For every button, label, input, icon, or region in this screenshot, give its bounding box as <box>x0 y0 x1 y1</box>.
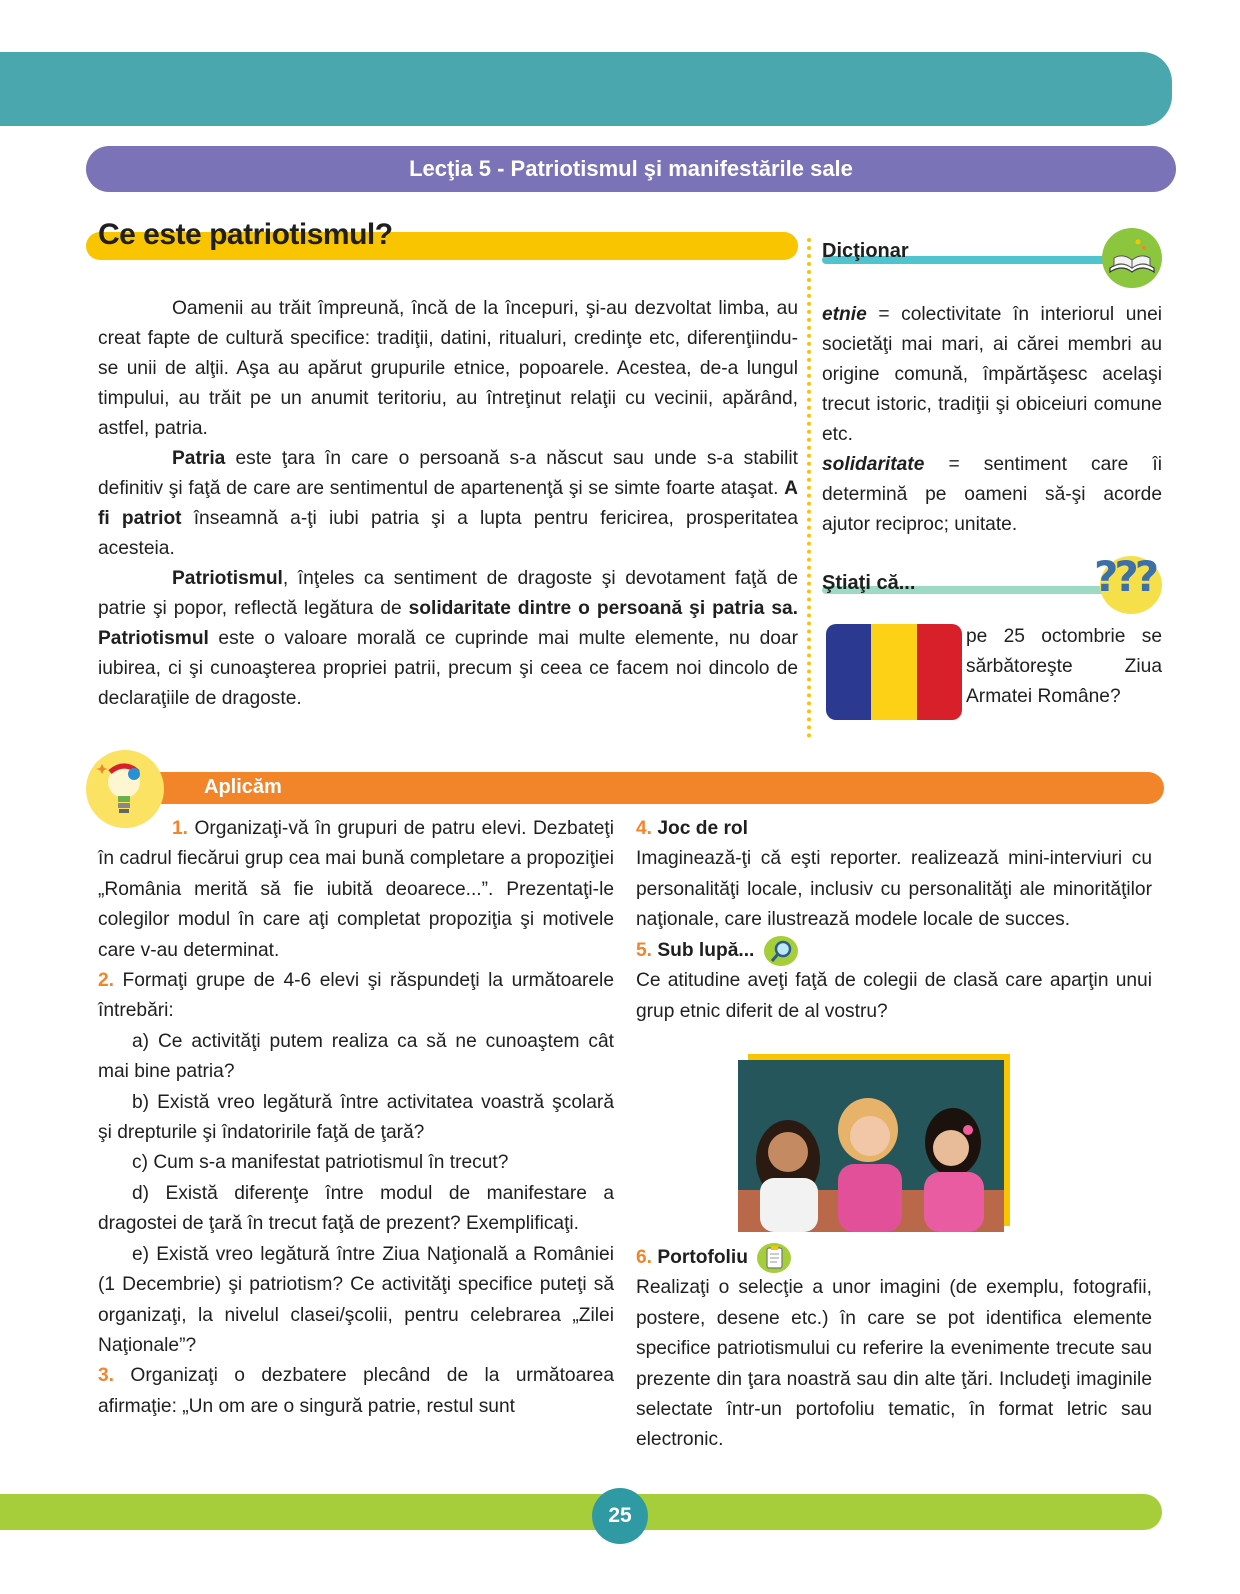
children-photo <box>738 1060 1004 1232</box>
dictionary-body <box>822 300 1162 540</box>
main-paragraph-3: Patriotismul, înţeles ca sentiment de dragoste şi devotament faţă de patrie şi popor, reflectă legătura de solidaritate dintre o persoană şi patria sa. Patriotismul este o valoare morală ce cuprinde mai multe elemente, nu doar iubirea, ci şi cunoaşterea propriei patrii, precum şi ceea ce facem noi dincolo de declaraţiile de dragoste. <box>98 568 798 709</box>
exercise-5-heading: 5. Sub lupă... <box>636 936 1152 966</box>
stiati-text: pe 25 octombrie se sărbătoreşte Ziua Armatei Române? <box>966 626 1162 707</box>
exercise-2e: e) Există vreo legătură între Ziua Naţională a României (1 Decembrie) şi patriotism? Ce activităţi specifice puteţi să organizaţi, la nivelul clasei/şcolii, pentru celebrarea „Zilei Naţionale”? <box>98 1243 614 1356</box>
exercise-5-text: Ce atitudine aveţi faţă de colegii de clasă care aparţin unui grup etnic diferit de al vostru? <box>636 970 1152 1022</box>
main-text <box>98 294 798 714</box>
exercise-4-text: Imaginează-ţi că eşti reporter. realizează mini-interviuri cu personalităţi locale, inclusiv cu personalităţi ale minorităţilor naţionale, care ilustrează modele locale de succes. <box>636 848 1152 931</box>
exercise-2d: d) Există diferenţe între modul de manifestare a dragostei de ţară în trecut faţă de prezent? Exemplificaţi. <box>98 1182 614 1235</box>
exercise-2a: a) Ce activităţi putem realiza ca să ne cunoaştem cât mai bine patria? <box>98 1030 614 1083</box>
exercise-4-heading: 4. Joc de rol <box>636 818 748 839</box>
exercise-6-text: Realizaţi o selecţie a unor imagini (de exemplu, fotografii, postere, desene etc.) în care se pot identifica elemente specifice patriotismului cu referire la evenimente trecute sau prezente din ţara noastră sau din alte ţări. Includeţi imaginile selectate într-un portofoliu tematic, în format letric sau electronic. <box>636 1277 1152 1451</box>
flag-stripe-blue <box>826 624 871 720</box>
clipboard-icon <box>757 1243 791 1273</box>
page-number: 25 <box>592 1488 648 1544</box>
romania-flag-icon <box>826 624 962 720</box>
main-paragraph-1: Oamenii au trăit împreună, încă de la începuri, şi-au dezvoltat limba, au creat fapte de cultură specifice: tradiţii, datini, ritualuri, credinţe etc, diferenţiindu-se unii de alţii. Aşa au apărut grupurile etnice, popoarele. Acestea, de-a lungul timpului, au trăit pe un anumit teritoriu, au întreţinut relaţii cu vecinii, apărând, astfel, patria. <box>98 298 798 439</box>
exercise-2b: b) Există vreo legătură între activitatea voastră şcolară şi drepturile şi îndatoririle faţă de ţară? <box>98 1091 614 1144</box>
exercise-2c: c) Cum s-a manifestat patriotismul în trecut? <box>132 1152 509 1174</box>
bottom-footer-band <box>0 1494 1162 1530</box>
flag-stripe-red <box>917 624 962 720</box>
top-header-band <box>0 52 1172 126</box>
dictionary-entry-solidaritate: solidaritate = sentiment care îi determină pe oameni să-şi acorde ajutor reciproc; unitate. <box>822 454 1162 535</box>
lesson-title: Lecţia 5 - Patriotismul şi manifestările sale <box>409 156 853 181</box>
exercises-left-column <box>98 814 614 1422</box>
exercise-3: 3. Organizaţi o dezbatere plecând de la următoarea afirmaţie: „Un om are o singură patrie, restul sunt <box>98 1365 614 1417</box>
section-title-block <box>86 216 798 266</box>
main-paragraph-2: Patria este ţara în care o persoană s-a născut sau unde s-a stabilit definitiv şi faţă de care are sentimentul de apartenenţă şi se simte foarte ataşat. A fi patriot înseamnă a-ţi iubi patria şi a lupta pentru fericirea, prosperitatea acesteia. <box>98 448 799 559</box>
book-icon <box>1102 228 1162 288</box>
exercise-6-heading: 6. Portofoliu <box>636 1243 1152 1273</box>
column-divider <box>807 238 811 738</box>
question-marks-icon: ??? <box>1094 552 1156 601</box>
dictionary-entry-etnie: etnie = colectivitate în interiorul unei societăţi mai mari, ai cărei membri au origine comună, împărtăşesc acelaşi trecut istoric, tradiţii şi obiceiuri comune etc. <box>822 304 1162 445</box>
dictionary-title: Dicţionar <box>822 240 909 262</box>
lesson-title-bar <box>86 146 1176 192</box>
aplicam-title: Aplicăm <box>204 776 282 798</box>
exercise-1: 1. Organizaţi-vă în grupuri de patru elevi. Dezbateţi în cadrul fiecărui grup cea mai bună completare a propoziţiei „România merită să fie iubită deoarece...”. Prezentaţi-le colegilor modul în care aţi completat propoziţia şi motivele care v-au determinat. <box>98 818 614 961</box>
stiati-title: Ştiaţi că... <box>822 572 916 594</box>
section-title: Ce este patriotismul? <box>98 218 393 251</box>
flag-stripe-yellow <box>871 624 916 720</box>
exercise-2: 2. Formaţi grupe de 4-6 elevi şi răspundeţi la următoarele întrebări: <box>98 970 614 1022</box>
magnifier-icon <box>764 936 798 966</box>
